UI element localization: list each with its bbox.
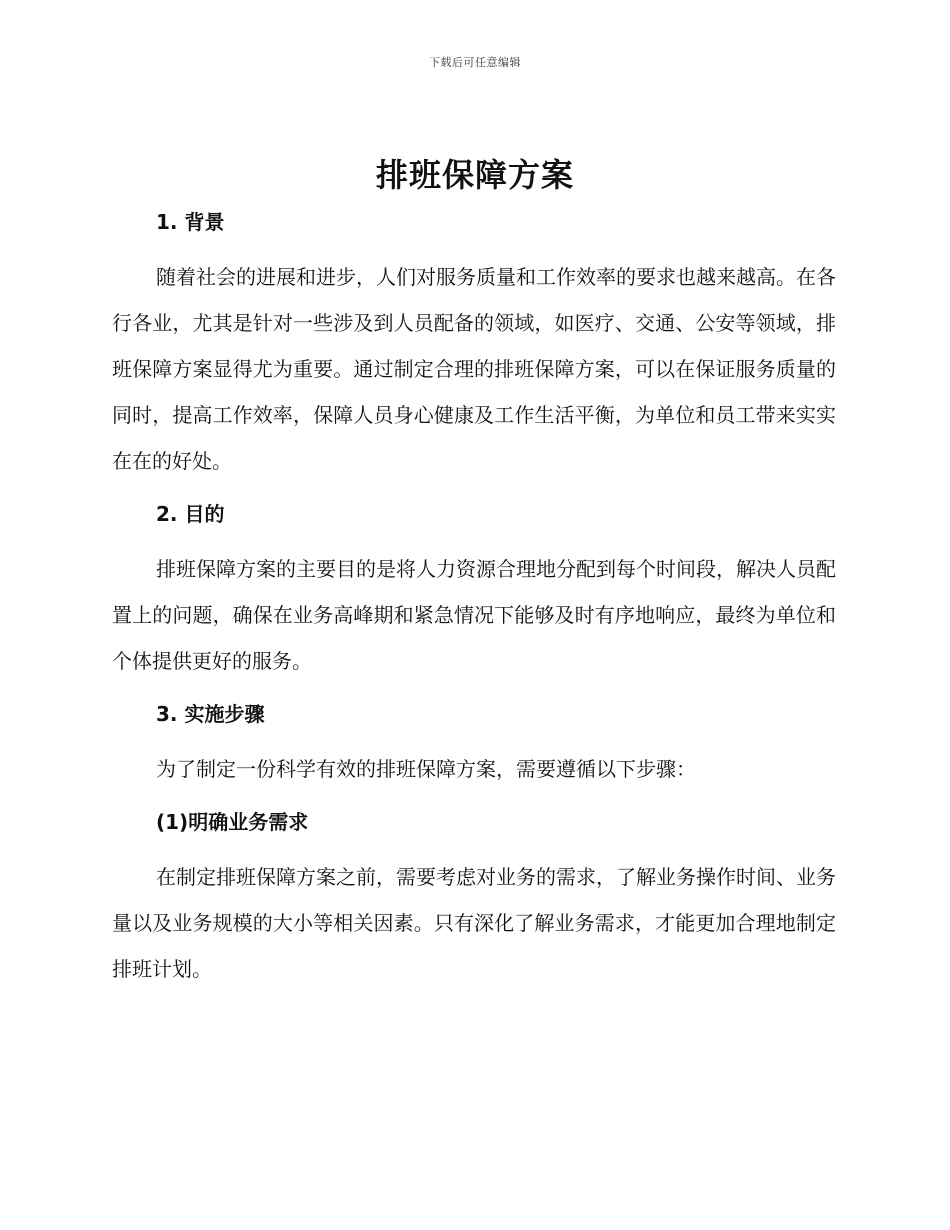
section-paragraph-steps: 为了制定一份科学有效的排班保障方案，需要遵循以下步骤： [156, 757, 696, 781]
header-note: 下载后可任意编辑 [429, 56, 521, 69]
subsection-paragraph-business-needs: 在制定排班保障方案之前，需要考虑对业务的需求，了解业务操作时间、业务量以及业务规模的大小等相关因素。只有深化了解业务需求，才能更加合理地制定排班计划。 [112, 865, 836, 981]
section-paragraph-background: 随着社会的进展和进步，人们对服务质量和工作效率的要求也越来越高。在各行各业，尤其是针对一些涉及到人员配备的领域，如医疗、交通、公安等领域，排班保障方案显得尤为重要。通过制定合理的排班保障方案，可以在保证服务质量的同时，提高工作效率，保障人员身心健康及工作生活平衡，为单位和员工带来实实在在的好处。 [112, 265, 836, 473]
subsection-heading-business-needs: (1)明确业务需求 [156, 810, 309, 834]
document-title: 排班保障方案 [375, 156, 574, 194]
section-paragraph-purpose: 排班保障方案的主要目的是将人力资源合理地分配到每个时间段，解决人员配置上的问题，确保在业务高峰期和紧急情况下能够及时有序地响应，最终为单位和个体提供更好的服务。 [112, 557, 836, 673]
section-heading-steps: 3. 实施步骤 [156, 702, 265, 726]
section-heading-purpose: 2. 目的 [156, 502, 225, 526]
section-heading-background: 1. 背景 [156, 210, 225, 234]
document-body [112, 200, 836, 992]
